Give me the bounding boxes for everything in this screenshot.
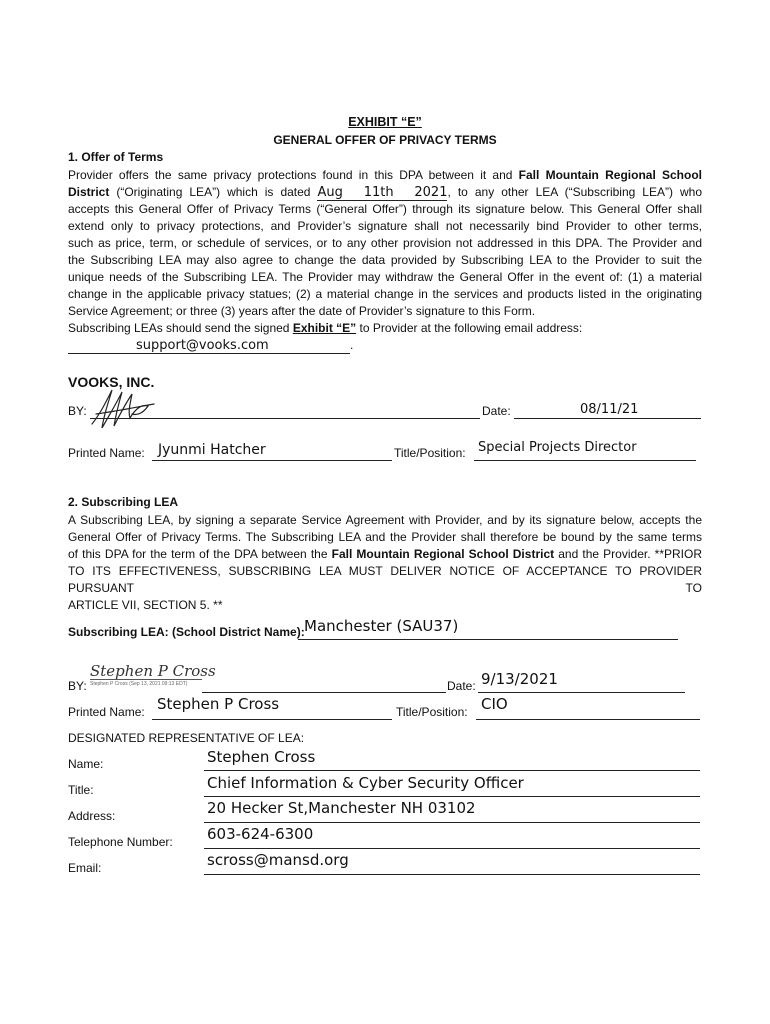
section2-line-4: TO ITS EFFECTIVENESS, SUBSCRIBING LEA MUST DELIVER NOTICE OF ACCEPTANCE TO PROVIDER PURSUANT TO (68, 564, 702, 595)
subscriber-date-value: 9/13/2021 (481, 670, 558, 688)
provider-title-line (474, 460, 696, 461)
rep-name-line (204, 770, 700, 771)
rep-title-label: Title: (68, 783, 94, 797)
rep-email-value: scross@mansd.org (207, 851, 349, 869)
rep-email-line (204, 874, 700, 875)
section1-line-3: accepts this General Offer of Privacy Terms (“General Offer”) through its signature below. This General Offer shall (68, 202, 702, 216)
section2-line-2: General Offer of Privacy Terms. The Subscribing LEA and the Provider shall therefore be bound by the same terms (68, 530, 702, 544)
originating-lea-date: Aug 11th 2021 (317, 185, 448, 200)
section1-line-8: change in the applicable privacy statues; (2) a material change in the services and products listed in the originating (68, 287, 702, 301)
provider-by-label: BY: (68, 404, 87, 418)
subscriber-printed-name-value: Stephen P Cross (157, 695, 280, 713)
subscriber-title-line (476, 719, 700, 720)
exhibit-title: EXHIBIT “E” (348, 115, 422, 129)
rep-title-value: Chief Information & Cyber Security Officer (207, 774, 524, 792)
section1-line-4: extend only to privacy protections, and Provider’s signature shall not necessarily bind Provider to other terms, (68, 219, 702, 233)
subscriber-title-label: Title/Position: (396, 705, 468, 719)
section1-line-7: unique needs of the Subscribing LEA. The Provider may withdraw the General Offer in the event of: (1) a material (68, 270, 702, 284)
rep-title-line (204, 796, 700, 797)
subscriber-district-label: Subscribing LEA: (School District Name): (68, 625, 305, 639)
subscriber-date-label: Date: (447, 679, 476, 693)
subscriber-district-line (298, 639, 678, 640)
representative-heading: DESIGNATED REPRESENTATIVE OF LEA: (68, 731, 305, 745)
subscriber-district-value: Manchester (SAU37) (304, 617, 459, 635)
provider-date-value: 08/11/21 (580, 402, 639, 417)
rep-phone-line (204, 848, 700, 849)
provider-printed-name-value: Jyunmi Hatcher (158, 442, 266, 458)
section1-line-9: Service Agreement; or three (3) years after the date of Provider’s signature to this Form. (68, 304, 536, 318)
section1-line-2: District (“Originating LEA”) which is dated Aug 11th 2021, to any other LEA (“Subscribing LEA”) who (68, 185, 703, 200)
section2-line-1: A Subscribing LEA, by signing a separate Service Agreement with Provider, and by its signature below, accepts the (68, 513, 702, 527)
section2-line-3: of this DPA for the term of the DPA between the Fall Mountain Regional School District and the Provider. **PRIOR (68, 547, 702, 561)
document-subtitle: GENERAL OFFER OF PRIVACY TERMS (273, 133, 497, 147)
rep-address-value: 20 Hecker St,Manchester NH 03102 (207, 799, 476, 817)
subscriber-date-line (478, 692, 685, 693)
subscriber-signature-line (202, 692, 446, 693)
provider-title-value: Special Projects Director (478, 440, 637, 455)
subscriber-printed-name-label: Printed Name: (68, 705, 145, 719)
subscriber-printed-name-line (152, 719, 392, 720)
subscriber-by-label: BY: (68, 679, 87, 693)
rep-phone-value: 603-624-6300 (207, 825, 314, 843)
section1-heading: 1. Offer of Terms (68, 150, 164, 164)
rep-phone-label: Telephone Number: (68, 835, 173, 849)
rep-name-value: Stephen Cross (207, 748, 316, 766)
subscriber-title-value: CIO (481, 695, 508, 713)
provider-email: support@vooks.com (68, 339, 350, 354)
provider-printed-name-line (152, 460, 392, 461)
section1-line-6: the Subscribing LEA may also agree to change the data provided by Subscribing LEA to the Provider to suit the (68, 253, 702, 267)
provider-email-line: support@vooks.com . (68, 337, 702, 354)
provider-date-label: Date: (482, 404, 511, 418)
subscriber-signature: Stephen P Cross (90, 662, 216, 680)
rep-email-label: Email: (68, 861, 102, 875)
provider-printed-name-label: Printed Name: (68, 446, 145, 460)
subscriber-signature-stamp: Stephen P Cross (Sep 13, 2021 09:13 EDT) (90, 681, 188, 687)
provider-title-label: Title/Position: (394, 446, 466, 460)
section1-line-5: such as price, term, or schedule of services, or to any other provision not addressed in this DPA. The Provider and (68, 236, 702, 250)
section1-send-instructions: Subscribing LEAs should send the signed Exhibit “E” to Provider at the following email address: (68, 321, 583, 335)
section2-heading: 2. Subscribing LEA (68, 495, 179, 509)
rep-name-label: Name: (68, 757, 104, 771)
provider-date-line (514, 418, 701, 419)
subscriber-signature-underline (90, 679, 202, 680)
section1-line-1: Provider offers the same privacy protections found in this DPA between it and Fall Mountain Regional School (68, 168, 703, 182)
rep-address-line (204, 822, 700, 823)
section2-line-5: ARTICLE VII, SECTION 5. ** (68, 598, 223, 612)
provider-company: VOOKS, INC. (68, 374, 155, 390)
section2-body (68, 512, 702, 614)
provider-signature (88, 384, 160, 432)
rep-address-label: Address: (68, 809, 116, 823)
section1-body (68, 167, 702, 354)
